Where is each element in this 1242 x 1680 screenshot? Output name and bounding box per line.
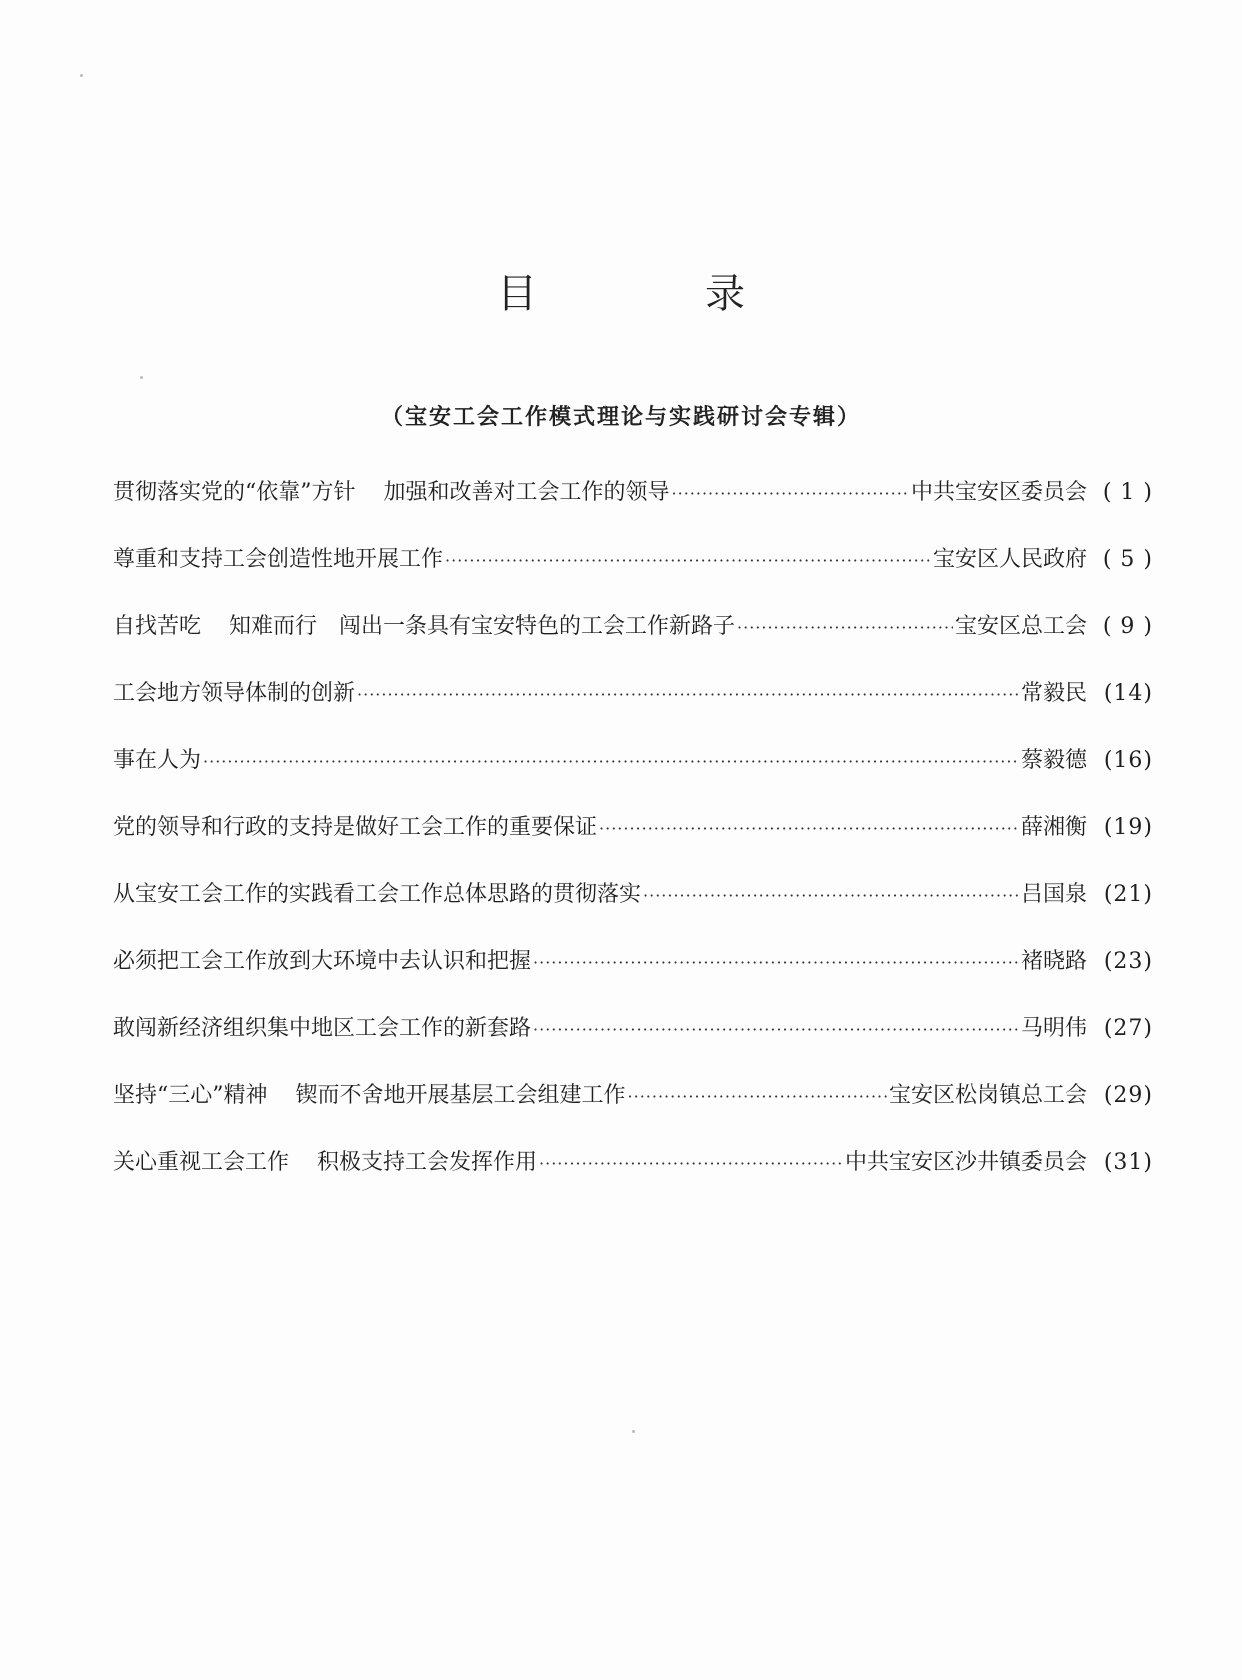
toc-entry-author: 马明伟 [1020, 1016, 1087, 1041]
toc-entry-title-part: 知难而行 闯出一条具有宝安特色的工会工作新路子 [229, 614, 736, 639]
scan-speck [632, 1430, 635, 1433]
toc-entry-page: (31) [1103, 1150, 1153, 1175]
dot-leader [599, 814, 1019, 844]
dot-leader [533, 1015, 1019, 1045]
toc-entry-page: (27) [1103, 1016, 1153, 1041]
title-char-1: 目 [497, 271, 537, 317]
title-char-2: 录 [705, 271, 745, 317]
dot-leader [628, 1082, 887, 1112]
toc-entry [113, 679, 1153, 746]
toc-entry-title [113, 746, 201, 776]
toc-entry [113, 478, 1153, 545]
toc-entry-title [113, 545, 443, 575]
scan-speck [80, 74, 83, 77]
toc-entry-title-part: 坚持“三心”精神 [113, 1083, 268, 1108]
toc-entry-author: 中共宝安区沙井镇委员会 [844, 1150, 1087, 1175]
toc-entry-title-part: 积极支持工会发挥作用 [317, 1150, 538, 1175]
toc-entry-title [113, 947, 531, 977]
toc-entry [113, 1014, 1153, 1081]
toc-entry-author: 吕国泉 [1020, 882, 1087, 907]
toc-entry-title-part: 关心重视工会工作 [113, 1150, 290, 1175]
toc-entry-title-part: 事在人为 [113, 748, 202, 773]
toc-entry-title-part: 党的领导和行政的支持是做好工会工作的重要保证 [113, 815, 598, 840]
toc-entry [113, 612, 1153, 679]
toc-entry-page: ( 1 ) [1102, 480, 1153, 505]
toc-entry-page: (21) [1103, 882, 1153, 907]
toc-entry-title-part: 加强和改善对工会工作的领导 [383, 480, 670, 505]
toc-entry-title [113, 813, 597, 843]
page-title [0, 262, 1242, 319]
toc-entry-title [113, 1014, 531, 1044]
toc-entry [113, 1081, 1153, 1148]
toc-entry-author: 宝安区松岗镇总工会 [888, 1083, 1087, 1108]
toc-entry [113, 880, 1153, 947]
toc-entry-title-part: 从宝安工会工作的实践看工会工作总体思路的贯彻落实 [113, 882, 642, 907]
dot-leader [203, 747, 1019, 777]
toc-entry-title [113, 612, 735, 642]
toc-entry-page: (19) [1103, 815, 1153, 840]
toc-entry-title-part: 工会地方领导体制的创新 [113, 681, 356, 706]
toc-entry [113, 947, 1153, 1014]
toc-entry-title [113, 1148, 537, 1178]
toc-entry-title [113, 880, 641, 910]
dot-leader [533, 948, 1019, 978]
toc-entry-title-part: 必须把工会工作放到大环境中去认识和把握 [113, 949, 532, 974]
toc-entry-author: 薛湘衡 [1020, 815, 1087, 840]
dot-leader [737, 613, 953, 643]
toc-entry [113, 813, 1153, 880]
toc-entry-title-part: 贯彻落实党的“依靠”方针 [113, 480, 356, 505]
toc-entry-page: (23) [1103, 949, 1153, 974]
toc-entry-page: ( 5 ) [1102, 547, 1153, 572]
toc-entry-author: 中共宝安区委员会 [910, 480, 1087, 505]
subtitle: （宝安工会工作模式理论与实践研讨会专辑） [380, 405, 861, 430]
toc-entry-author: 宝安区人民政府 [932, 547, 1087, 572]
toc-entry-page: (29) [1103, 1083, 1153, 1108]
toc-entry-page: (16) [1103, 748, 1153, 773]
toc-entry-title-part: 敢闯新经济组织集中地区工会工作的新套路 [113, 1016, 532, 1041]
toc-entry-author: 褚晓路 [1020, 949, 1087, 974]
toc-entry [113, 746, 1153, 813]
dot-leader [672, 479, 909, 509]
scan-speck [140, 376, 143, 379]
toc-entry-author: 常毅民 [1020, 681, 1087, 706]
toc-entry-title [113, 679, 355, 709]
toc-entry-page: ( 9 ) [1102, 614, 1153, 639]
toc-entry-title-part: 尊重和支持工会创造性地开展工作 [113, 547, 444, 572]
toc-entry-title [113, 478, 670, 508]
toc-entry [113, 1148, 1153, 1215]
dot-leader [445, 546, 931, 576]
dot-leader [539, 1149, 843, 1179]
dot-leader [357, 680, 1019, 710]
table-of-contents [113, 478, 1153, 1215]
toc-entry-author: 蔡毅德 [1020, 748, 1087, 773]
toc-entry-title-part: 自找苦吃 [113, 614, 202, 639]
dot-leader [643, 881, 1019, 911]
toc-entry [113, 545, 1153, 612]
toc-entry-page: (14) [1103, 681, 1153, 706]
toc-entry-title-part: 锲而不舍地开展基层工会组建工作 [295, 1083, 626, 1108]
toc-entry-author: 宝安区总工会 [954, 614, 1087, 639]
toc-entry-title [113, 1081, 626, 1111]
